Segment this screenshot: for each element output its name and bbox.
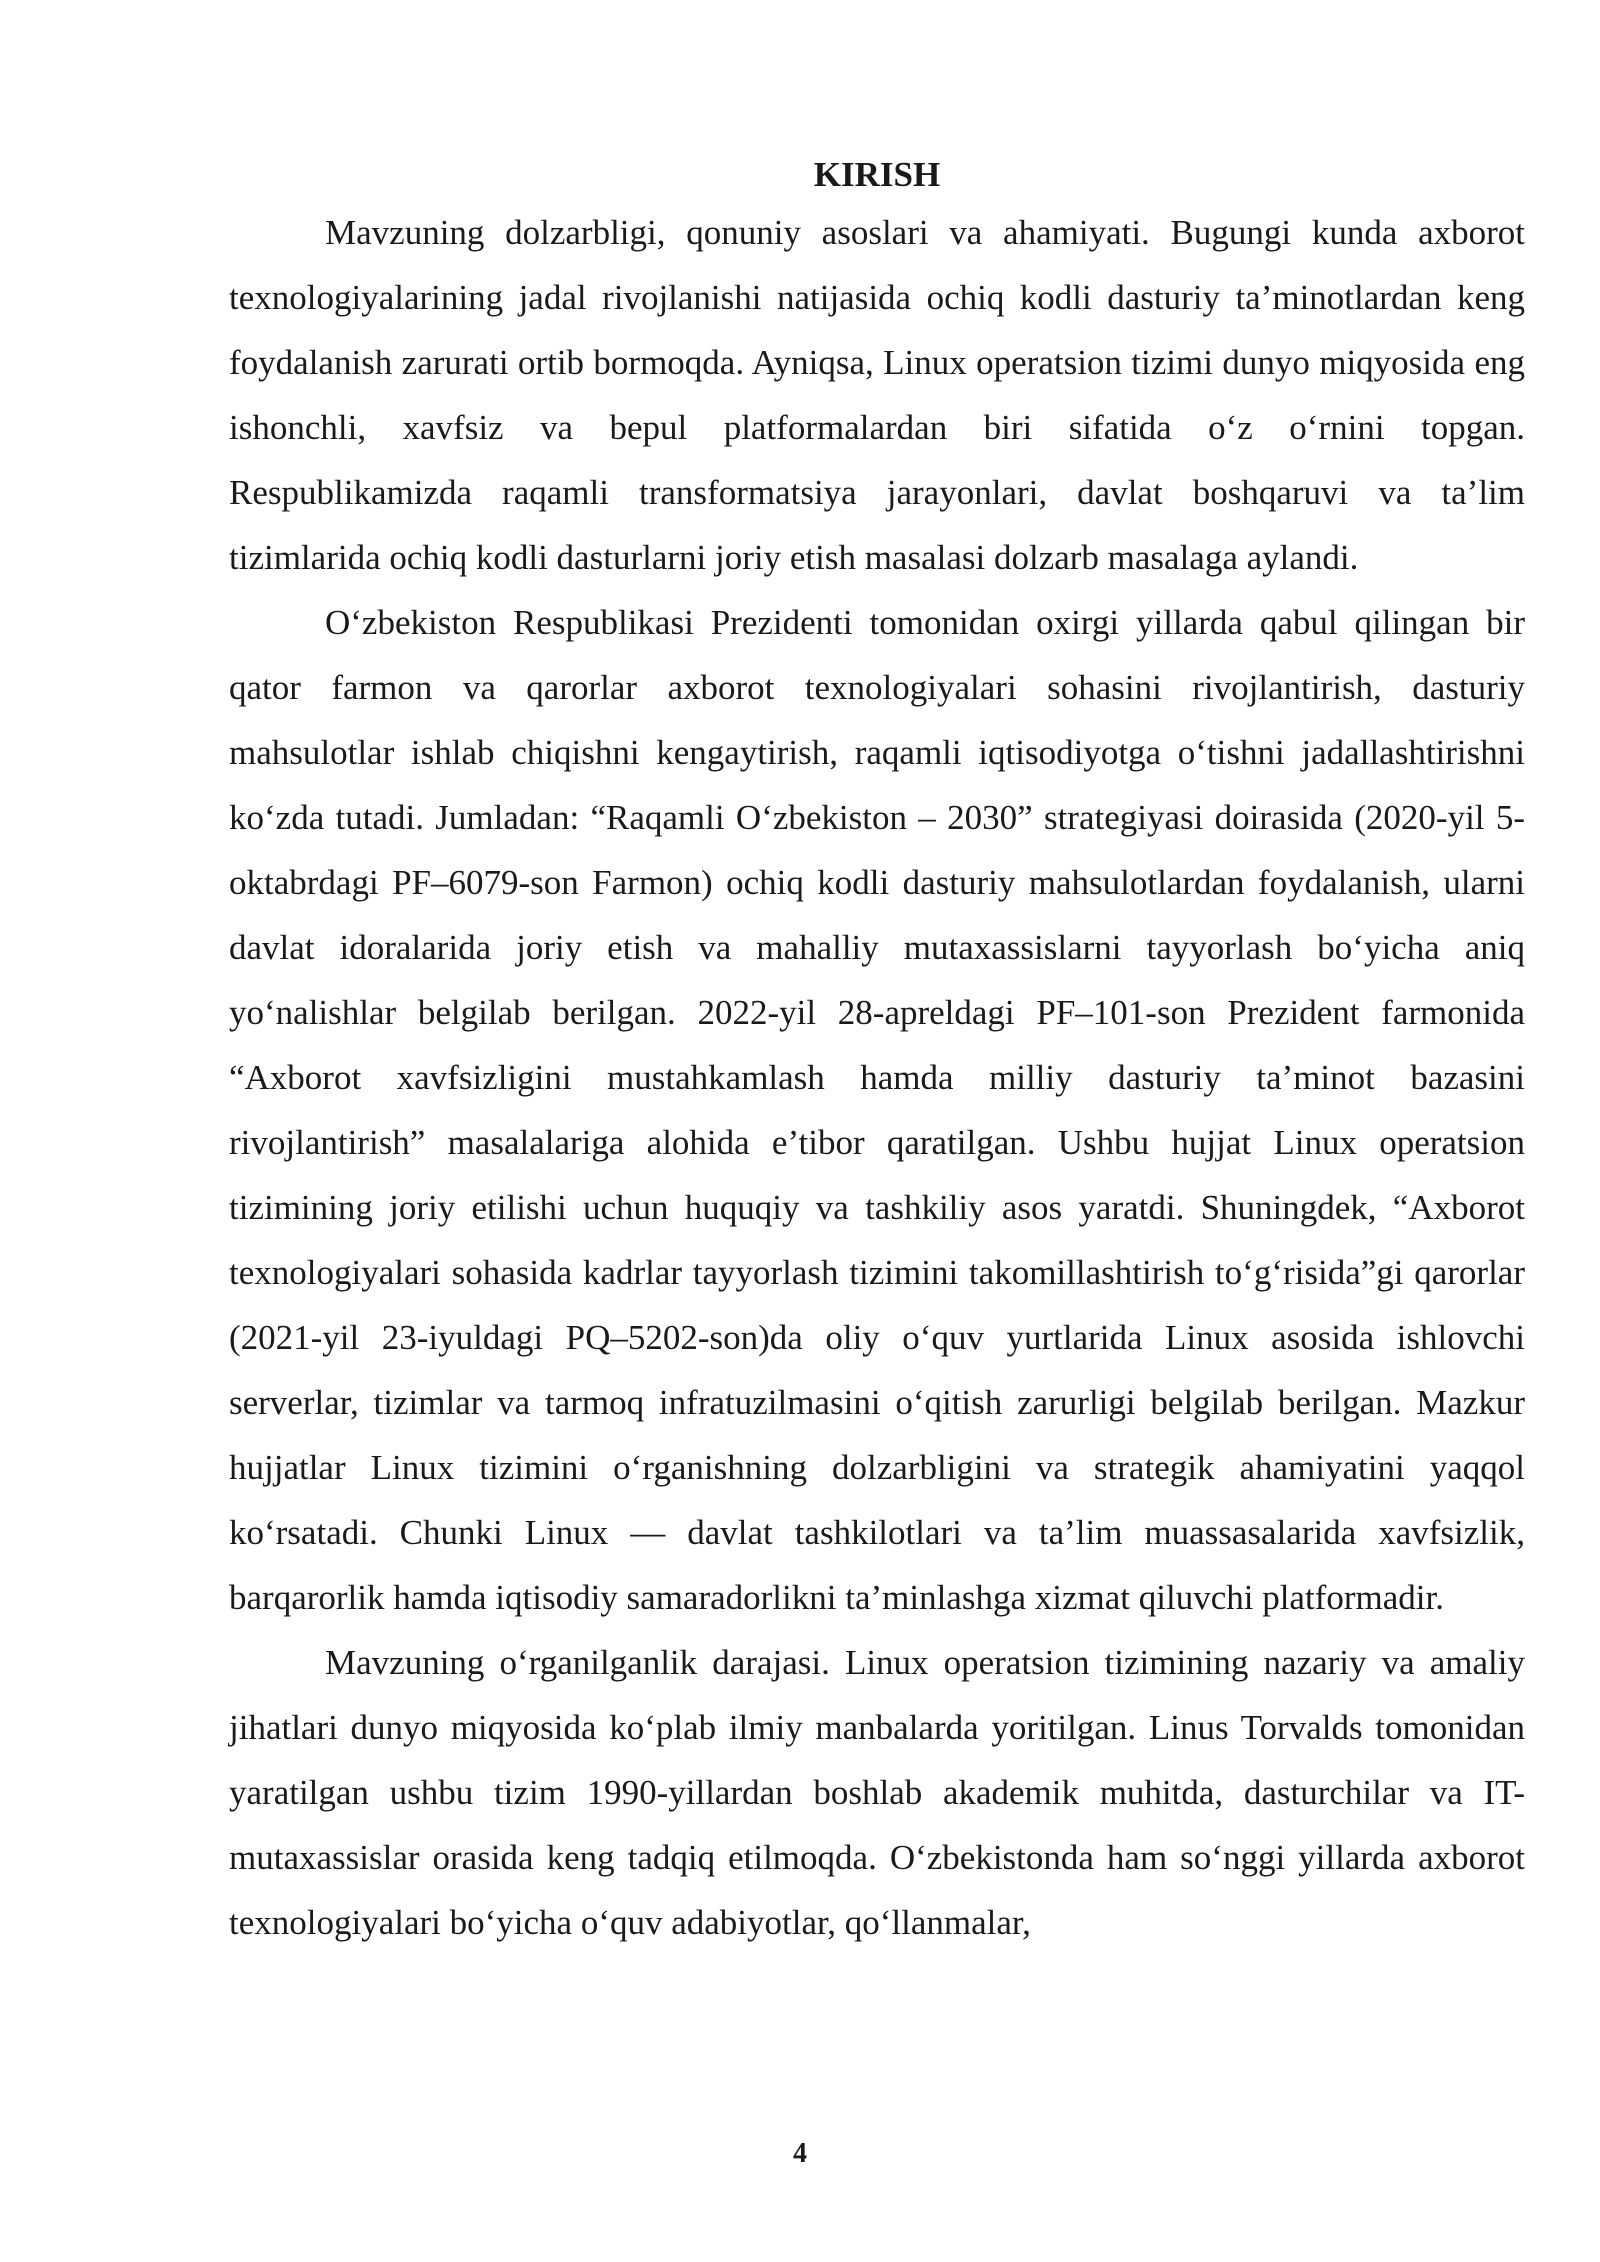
paragraph-study-level: Mavzuning o‘rganilganlik darajasi. Linux operatsion tizimining nazariy va amaliy jihatlari dunyo miqyosida ko‘plab ilmiy manbalarda yoritilgan. Linus Torvalds tomonidan yaratilgan ushbu tizim 1990-yillardan boshlab akademik muhitda, dasturchilar va IT-mutaxassislar orasida keng tadqiq etilmoqda. O‘zbekistonda ham so‘nggi yillarda axborot texnologiyalari bo‘yicha o‘quv adabiyotlar, qo‘llanmalar,	[229, 1643, 1525, 1942]
paragraph-legal-basis: O‘zbekiston Respublikasi Prezidenti tomonidan oxirgi yillarda qabul qilingan bir qator farmon va qarorlar axborot texnologiyalari sohasini rivojlantirish, dasturiy mahsulotlar ishlab chiqishni kengaytirish, raqamli iqtisodiyotga o‘tishni jadallashtirishni ko‘zda tutadi. Jumladan: “Raqamli O‘zbekiston – 2030” strategiyasi doirasida (2020-yil 5-oktabrdagi PF–6079-son Farmon) ochiq kodli dasturiy mahsulotlardan foydalanish, ularni davlat idoralarida joriy etish va mahalliy mutaxassislarni tayyorlash bo‘yicha aniq yo‘nalishlar belgilab berilgan. 2022-yil 28-apreldagi PF–101-son Prezident farmonida “Axborot xavfsizligini mustahkamlash hamda milliy dasturiy ta’minot bazasini rivojlantirish” masalalariga alohida e’tibor qaratilgan. Ushbu hujjat Linux operatsion tizimining joriy etilishi uchun huquqiy va tashkiliy asos yaratdi. Shuningdek, “Axborot texnologiyalari sohasida kadrlar tayyorlash tizimini takomillashtirish to‘g‘risida”gi qarorlar (2021-yil 23-iyuldagi PQ–5202-son)da oliy o‘quv yurtlarida Linux asosida ishlovchi serverlar, tizimlar va tarmoq infratuzilmasini o‘qitish zarurligi belgilab berilgan. Mazkur hujjatlar Linux tizimini o‘rganishning dolzarbligini va strategik ahamiyatini yaqqol ko‘rsatadi. Chunki Linux — davlat tashkilotlari va ta’lim muassasalarida xavfsizlik, barqarorlik hamda iqtisodiy samaradorlikni ta’minlashga xizmat qiluvchi platformadir.	[229, 603, 1525, 1617]
section-heading: KIRISH	[813, 155, 941, 194]
paragraph-relevance: Mavzuning dolzarbligi, qonuniy asoslari va ahamiyati. Bugungi kunda axborot texnologiyalarining jadal rivojlanishi natijasida ochiq kodli dasturiy ta’minotlardan keng foydalanish zarurati ortib bormoqda. Ayniqsa, Linux operatsion tizimi dunyo miqyosida eng ishonchli, xavfsiz va bepul platformalardan biri sifatida o‘z o‘rnini topgan. Respublikamizda raqamli transformatsiya jarayonlari, davlat boshqaruvi va ta’lim tizimlarida ochiq kodli dasturlarni joriy etish masalasi dolzarb masalaga aylandi.	[229, 213, 1525, 577]
page-number: 4	[793, 2138, 807, 2169]
page-content	[229, 150, 1525, 1955]
